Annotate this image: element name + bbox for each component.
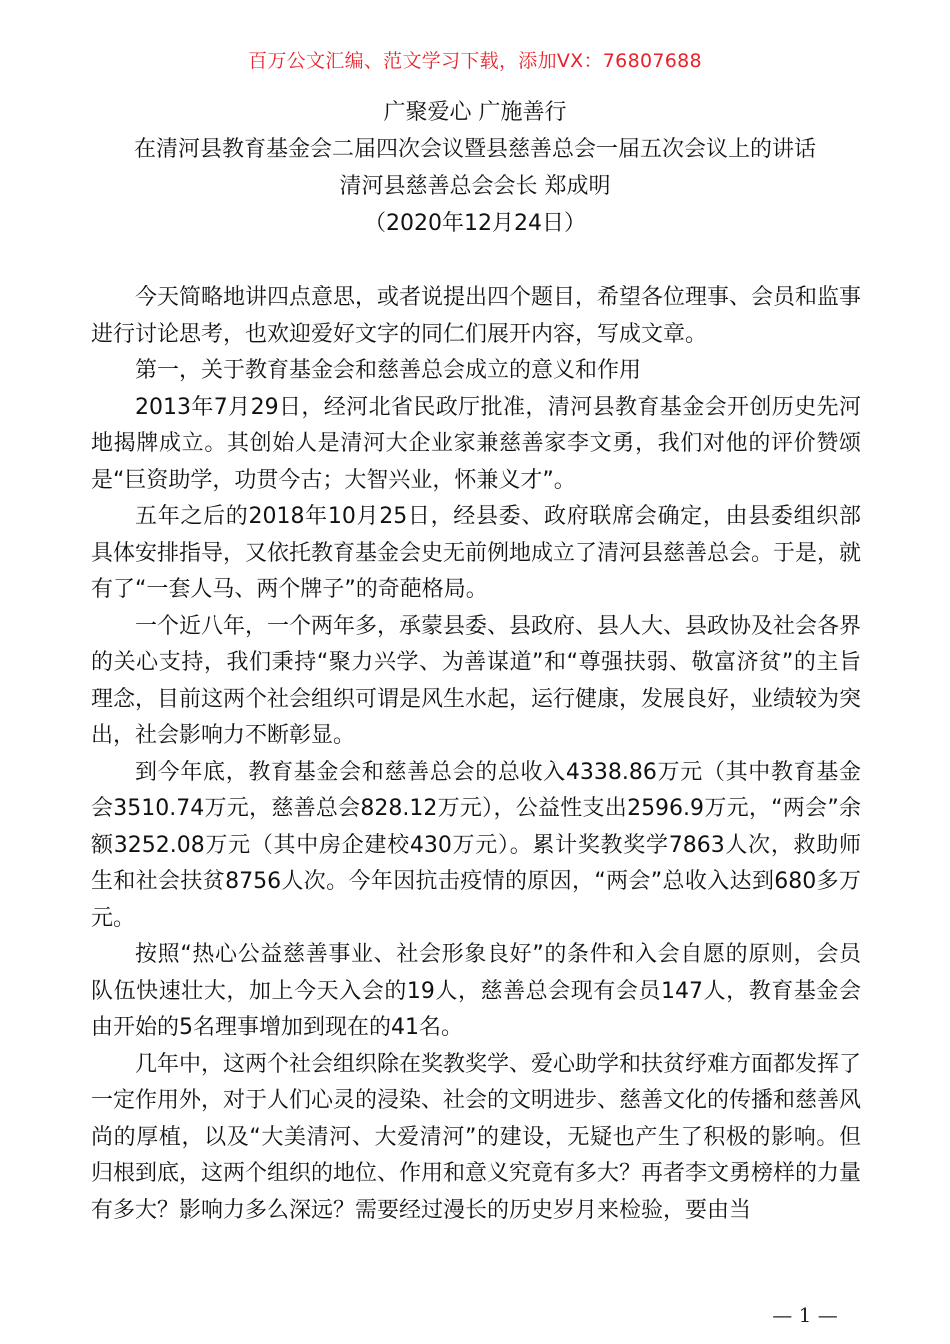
document-body xyxy=(91,280,861,1229)
speech-date: （2020年12月24日） xyxy=(364,211,586,236)
page-number: — 1 — xyxy=(772,1303,838,1327)
paragraph: 2013年7月29日，经河北省民政厅批准，清河县教育基金会开创历史先河地揭牌成立。其创始人是清河大企业家兼慈善家李文勇，我们对他的评价赞颂是“巨资助学，功贯今古；大智兴业，怀兼义才”。 xyxy=(91,394,861,493)
speaker-line: 清河县慈善总会会长 郑成明 xyxy=(339,174,611,199)
paragraph: 五年之后的2018年10月25日，经县委、政府联席会确定，由县委组织部具体安排指导，又依托教育基金会史无前例地成立了清河县慈善总会。于是，就有了“一套人马、两个牌子”的奇葩格局。 xyxy=(91,504,862,602)
watermark-banner: 百万公文汇编、范文学习下载，添加VX：76807688 xyxy=(248,50,702,72)
paragraph: 到今年底，教育基金会和慈善总会的总收入4338.86万元（其中教育基金会3510.74万元，慈善总会828.12万元），公益性支出2596.9万元，“两会”余额3252.08万元（其中房企建校430万元）。累计奖教奖学7863人次，救助师生和社会扶贫8756人次。今年因抗击疫情的原因，“两会”总收入达到680多万元。 xyxy=(91,759,861,931)
document-title: 广聚爱心 广施善行 xyxy=(383,100,567,125)
paragraph-intro: 今天简略地讲四点意思，或者说提出四个题目，希望各位理事、会员和监事进行讨论思考，也欢迎爱好文字的同仁们展开内容，写成文章。 xyxy=(91,285,862,347)
document-header xyxy=(0,94,950,242)
paragraph: 一个近八年，一个两年多，承蒙县委、县政府、县人大、县政协及社会各界的关心支持，我们秉持“聚力兴学、为善谋道”和“尊强扶弱、敬富济贫”的主旨理念，目前这两个社会组织可谓是风生水起，运行健康，发展良好，业绩较为突出，社会影响力不断彰显。 xyxy=(91,613,862,748)
document-subtitle: 在清河县教育基金会二届四次会议暨县慈善总会一届五次会议上的讲话 xyxy=(133,137,816,162)
paragraph: 几年中，这两个社会组织除在奖教奖学、爱心助学和扶贫纾难方面都发挥了一定作用外，对于人们心灵的浸染、社会的文明进步、慈善文化的传播和慈善风尚的厚植，以及“大美清河、大爱清河”的建设，无疑也产生了积极的影响。但归根到底，这两个组织的地位、作用和意义究竟有多大？再者李文勇榜样的力量有多大？影响力多么深远？需要经过漫长的历史岁月来检验，要由当 xyxy=(91,1051,862,1223)
paragraph: 按照“热心公益慈善事业、社会形象良好”的条件和入会自愿的原则，会员队伍快速壮大，加上今天入会的19人，慈善总会现有会员147人，教育基金会由开始的5名理事增加到现在的41名。 xyxy=(91,942,861,1040)
section-heading-1: 第一，关于教育基金会和慈善总会成立的意义和作用 xyxy=(135,358,642,383)
